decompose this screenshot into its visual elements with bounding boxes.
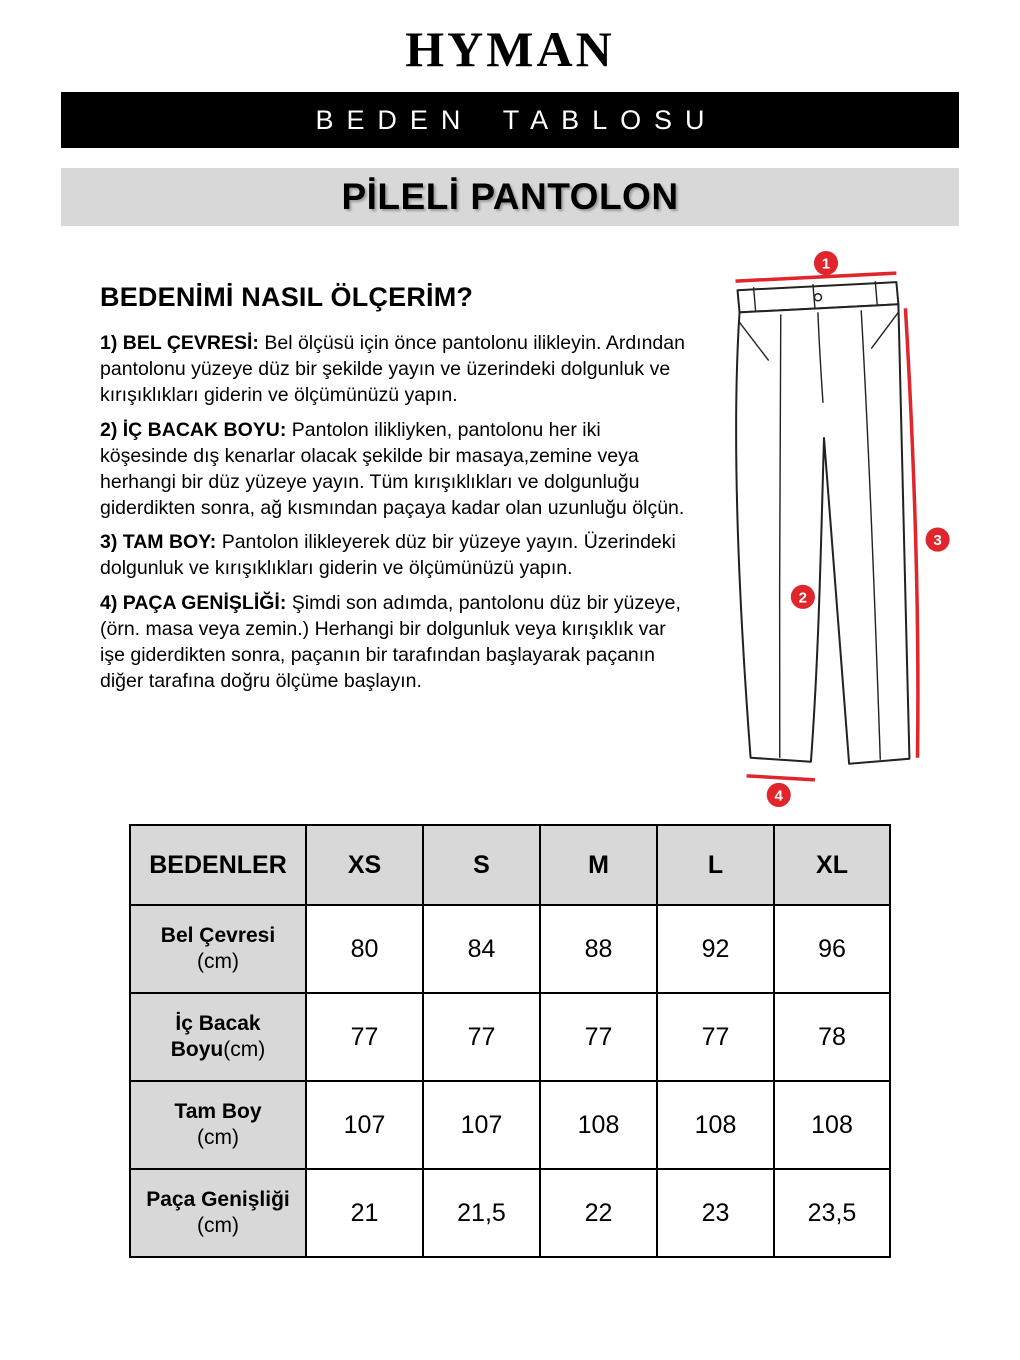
table-row-bel-cevresi [130,905,890,993]
marker-2-label: 2 [798,589,808,607]
marker-1-icon [814,251,838,275]
step-1-lead: 1) BEL ÇEVRESİ: [100,332,259,354]
pants-diagram [690,250,962,810]
cell-value: 77 [423,993,540,1081]
cell-value: 21,5 [423,1169,540,1257]
cell-value: 88 [540,905,657,993]
marker-1-label: 1 [821,255,831,273]
measure-guide-section [0,250,1020,810]
guide-step-2 [100,418,690,522]
marker-3-icon [926,527,950,551]
table-row-paca-genisligi [130,1169,890,1257]
measure-instructions [100,250,690,810]
row-label: Paça Genişliği (cm) [130,1169,306,1257]
cell-value: 96 [774,905,890,993]
header-s: S [423,825,540,905]
step-2-lead: 2) İÇ BACAK BOYU: [100,418,287,441]
cell-value: 108 [657,1081,774,1169]
cell-value: 108 [540,1081,657,1169]
brand-logo: HYMAN [405,21,615,77]
waist-measure-line [736,273,897,281]
row-label: Bel Çevresi (cm) [130,905,306,993]
step-3-lead: 3) TAM BOY: [100,531,217,554]
pants-outline [736,282,909,764]
header-xl: XL [774,825,890,905]
size-chart-banner: BEDEN TABLOSU [61,92,959,148]
cell-value: 23 [657,1169,774,1257]
cell-value: 77 [540,993,657,1081]
cell-value: 80 [306,905,423,993]
cell-value: 22 [540,1169,657,1257]
step-2-text: Pantolon ilikliyken, pantolonu her iki köşesinde dış kenarlar olacak şekilde bir masaya,zemine veya herhangi bir düz yüzeye yayın. Tüm kırışıklıkları ve dolgunluğu giderdikten sonra, ağ kısmından paçaya kadar olan uzunluğu ölçün. [100,418,685,519]
size-table [129,824,891,1258]
cell-value: 21 [306,1169,423,1257]
guide-step-3 [100,530,690,582]
table-row-tam-boy [130,1081,890,1169]
marker-3-label: 3 [933,532,942,550]
header-bedenler: BEDENLER [130,825,306,905]
cell-value: 84 [423,905,540,993]
row-label: İç Bacak Boyu(cm) [130,993,306,1081]
header-xs: XS [306,825,423,905]
pants-illustration [690,250,962,808]
cell-value: 77 [306,993,423,1081]
step-3-text: Pantolon ilikleyerek düz bir yüzeye yayın. Üzerindeki dolgunluk ve kırışıklıkları giderin ve ölçümünüzü yapın. [100,531,676,580]
step-4-text: Şimdi son adımda, pantolonu düz bir yüzeye, (örn. masa veya zemin.) Herhangi bir dolgunluk veya kırışıklık var işe giderdikten sonra, paçanın bir tarafından başlayarak paçanın diğer tarafına doğru ölçüme başlayın. [100,592,681,693]
cell-value: 92 [657,905,774,993]
marker-2-icon [791,585,815,609]
cell-value: 107 [306,1081,423,1169]
guide-step-4 [100,591,690,695]
pants-body [736,304,909,763]
table-row-ic-bacak-boyu [130,993,890,1081]
hem-measure-line [747,776,815,780]
marker-4-icon [767,783,791,807]
cell-value: 107 [423,1081,540,1169]
cell-value: 78 [774,993,890,1081]
header-m: M [540,825,657,905]
cell-value: 23,5 [774,1169,890,1257]
product-title-banner: PİLELİ PANTOLON [61,168,959,226]
cell-value: 77 [657,993,774,1081]
marker-4-label: 4 [774,787,783,805]
step-1-text: Bel ölçüsü için önce pantolonu ilikleyin. Ardından pantolonu yüzeye düz bir şekilde yayın ve üzerindeki dolgunluk ve kırışıklıkları giderin ve ölçümünüzü yapın. [100,332,685,406]
cell-value: 108 [774,1081,890,1169]
guide-heading: BEDENİMİ NASIL ÖLÇERİM? [100,282,474,312]
header-l: L [657,825,774,905]
guide-step-1 [100,331,690,409]
step-4-lead: 4) PAÇA GENİŞLİĞİ: [100,592,287,615]
row-label: Tam Boy (cm) [130,1081,306,1169]
size-table-header-row [130,825,890,905]
